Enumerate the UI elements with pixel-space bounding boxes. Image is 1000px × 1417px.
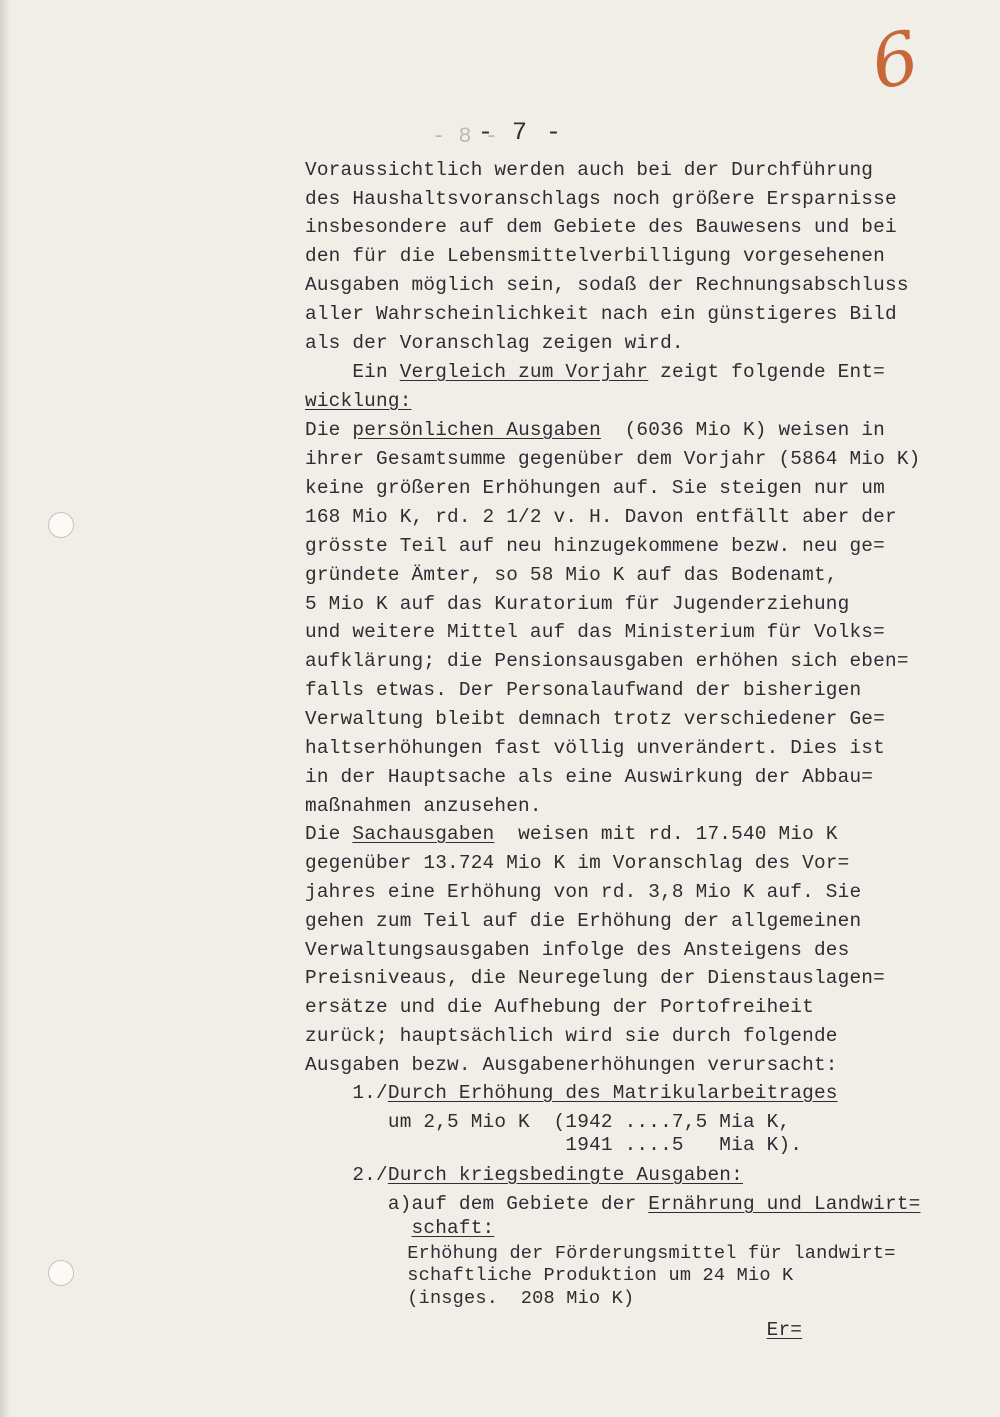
text-line-segment: Erhöhung der Förderungsmittel für landwirt= (305, 1243, 896, 1264)
text-line (305, 302, 897, 326)
text-line (305, 1216, 494, 1240)
underlined-heading: Durch kriegsbedingte Ausgaben: (387, 1164, 743, 1186)
text-line (305, 158, 873, 182)
underlined-heading: wicklung: (305, 390, 412, 412)
text-line-segment: in der Hauptsache als eine Auswirkung der Abbau= (305, 766, 874, 788)
text-line (305, 1242, 896, 1266)
text-line-segment: als der Voranschlag zeigen wird. (305, 332, 684, 354)
text-line (305, 244, 885, 268)
text-line-segment: um 2,5 Mio K (1942 ....7,5 Mia K, (305, 1111, 791, 1133)
text-line (305, 966, 885, 990)
text-line (305, 447, 921, 471)
text-line-segment: keine größeren Erhöhungen auf. Sie steigen nur um (305, 477, 885, 499)
text-line (305, 389, 412, 413)
text-line-segment: 1941 ....5 Mia K). (305, 1134, 803, 1156)
text-line (305, 909, 861, 933)
text-line-segment: ersätze und die Aufhebung der Portofreiheit (305, 996, 814, 1018)
text-line (305, 1081, 838, 1105)
text-line (305, 273, 909, 297)
text-line-segment (305, 1217, 412, 1239)
text-line-segment: haltserhöhungen fast völlig unverändert. Dies ist (305, 737, 885, 759)
text-line (305, 938, 849, 962)
text-line-segment: Ausgaben bezw. Ausgabenerhöhungen verursacht: (305, 1054, 838, 1076)
text-line-segment: (insges. 208 Mio K) (305, 1288, 635, 1309)
text-line (305, 794, 542, 818)
text-line (305, 215, 897, 239)
text-line-segment: aufklärung; die Pensionsausgaben erhöhen sich eben= (305, 650, 909, 672)
text-line (305, 360, 885, 384)
text-line (305, 678, 861, 702)
text-line-segment: 5 Mio K auf das Kuratorium für Jugenderziehung (305, 593, 850, 615)
text-line-segment: gegenüber 13.724 Mio K im Voranschlag des Vor= (305, 852, 850, 874)
handwritten-page-number: 6 (863, 14, 927, 106)
text-line (305, 649, 909, 673)
underlined-heading: Er= (766, 1319, 803, 1341)
text-line (305, 1192, 921, 1216)
text-line-segment: ihrer Gesamtsumme gegenüber dem Vorjahr (5864 Mio K) (305, 448, 921, 470)
text-line-segment: Die (305, 823, 353, 845)
text-line-segment: zeigt folgende Ent= (648, 361, 885, 383)
text-line-segment: gehen zum Teil auf die Erhöhung der allgemeinen (305, 910, 862, 932)
text-line (305, 765, 873, 789)
text-line-segment: Preisniveaus, die Neuregelung der Dienstauslagen= (305, 967, 885, 989)
text-line-segment: gründete Ämter, so 58 Mio K auf das Bodenamt, (305, 564, 838, 586)
text-line (305, 707, 885, 731)
text-line (305, 1287, 634, 1311)
text-line (305, 534, 885, 558)
text-line (305, 880, 861, 904)
text-line (305, 1264, 793, 1288)
text-line-segment: insbesondere auf dem Gebiete des Bauwesens und bei (305, 216, 897, 238)
text-line (305, 995, 814, 1019)
text-line-segment: schaftliche Produktion um 24 Mio K (305, 1265, 794, 1286)
text-line-segment: 2./ (305, 1164, 388, 1186)
underlined-heading: Vergleich zum Vorjahr (399, 361, 649, 383)
text-line-segment: 1./ (305, 1082, 388, 1104)
text-line (305, 1318, 802, 1342)
text-line-segment: und weitere Mittel auf das Ministerium für Volks= (305, 621, 885, 643)
page-edge-shadow (0, 0, 10, 1417)
text-line (305, 418, 885, 442)
text-line-segment: Die (305, 419, 353, 441)
text-line (305, 592, 849, 616)
text-line (305, 1133, 802, 1157)
text-line-segment: 168 Mio K, rd. 2 1/2 v. H. Davon entfällt aber der (305, 506, 897, 528)
text-line-segment: Ausgaben möglich sein, sodaß der Rechnungsabschluss (305, 274, 909, 296)
text-line-segment: des Haushaltsvoranschlags noch größere Ersparnisse (305, 188, 897, 210)
underlined-heading: Ernährung und Landwirt= (648, 1193, 921, 1215)
text-line-segment: weisen mit rd. 17.540 Mio K (494, 823, 838, 845)
text-line-segment: Verwaltung bleibt demnach trotz verschiedener Ge= (305, 708, 885, 730)
punch-hole (48, 512, 74, 538)
punch-hole (48, 1260, 74, 1286)
text-line-segment: grösste Teil auf neu hinzugekommene bezw. neu ge= (305, 535, 885, 557)
text-line (305, 1053, 838, 1077)
text-line-segment: jahres eine Erhöhung von rd. 3,8 Mio K auf. Sie (305, 881, 862, 903)
text-line-segment: den für die Lebensmittelverbilligung vorgesehenen (305, 245, 885, 267)
text-line-segment: zurück; hauptsächlich wird sie durch folgende (305, 1025, 838, 1047)
underlined-heading: Durch Erhöhung des Matrikularbeitrages (387, 1082, 838, 1104)
page-number: - 7 - (478, 118, 564, 147)
underlined-heading: schaft: (411, 1217, 495, 1239)
text-line-segment: falls etwas. Der Personalaufwand der bisherigen (305, 679, 862, 701)
text-line (305, 505, 897, 529)
text-line (305, 1024, 838, 1048)
text-line-segment: Ein (305, 361, 400, 383)
text-line (305, 851, 849, 875)
text-line (305, 620, 885, 644)
text-line (305, 187, 897, 211)
text-line-segment: aller Wahrscheinlichkeit nach ein günstigeres Bild (305, 303, 897, 325)
text-line (305, 1110, 790, 1134)
text-line (305, 822, 838, 846)
bleed-through-page-number: - 8 - (432, 124, 499, 149)
text-line (305, 1163, 743, 1187)
text-line-segment: Verwaltungsausgaben infolge des Ansteigens des (305, 939, 850, 961)
text-line-segment: Voraussichtlich werden auch bei der Durchführung (305, 159, 874, 181)
text-line-segment: a)auf dem Gebiete der (305, 1193, 649, 1215)
text-line (305, 331, 684, 355)
text-line-segment: (6036 Mio K) weisen in (600, 419, 885, 441)
underlined-heading: persönlichen Ausgaben (352, 419, 601, 441)
text-line (305, 736, 885, 760)
underlined-heading: Sachausgaben (352, 823, 495, 845)
text-line (305, 563, 838, 587)
text-line (305, 476, 885, 500)
text-line-segment (305, 1319, 767, 1341)
text-line-segment: maßnahmen anzusehen. (305, 795, 542, 817)
